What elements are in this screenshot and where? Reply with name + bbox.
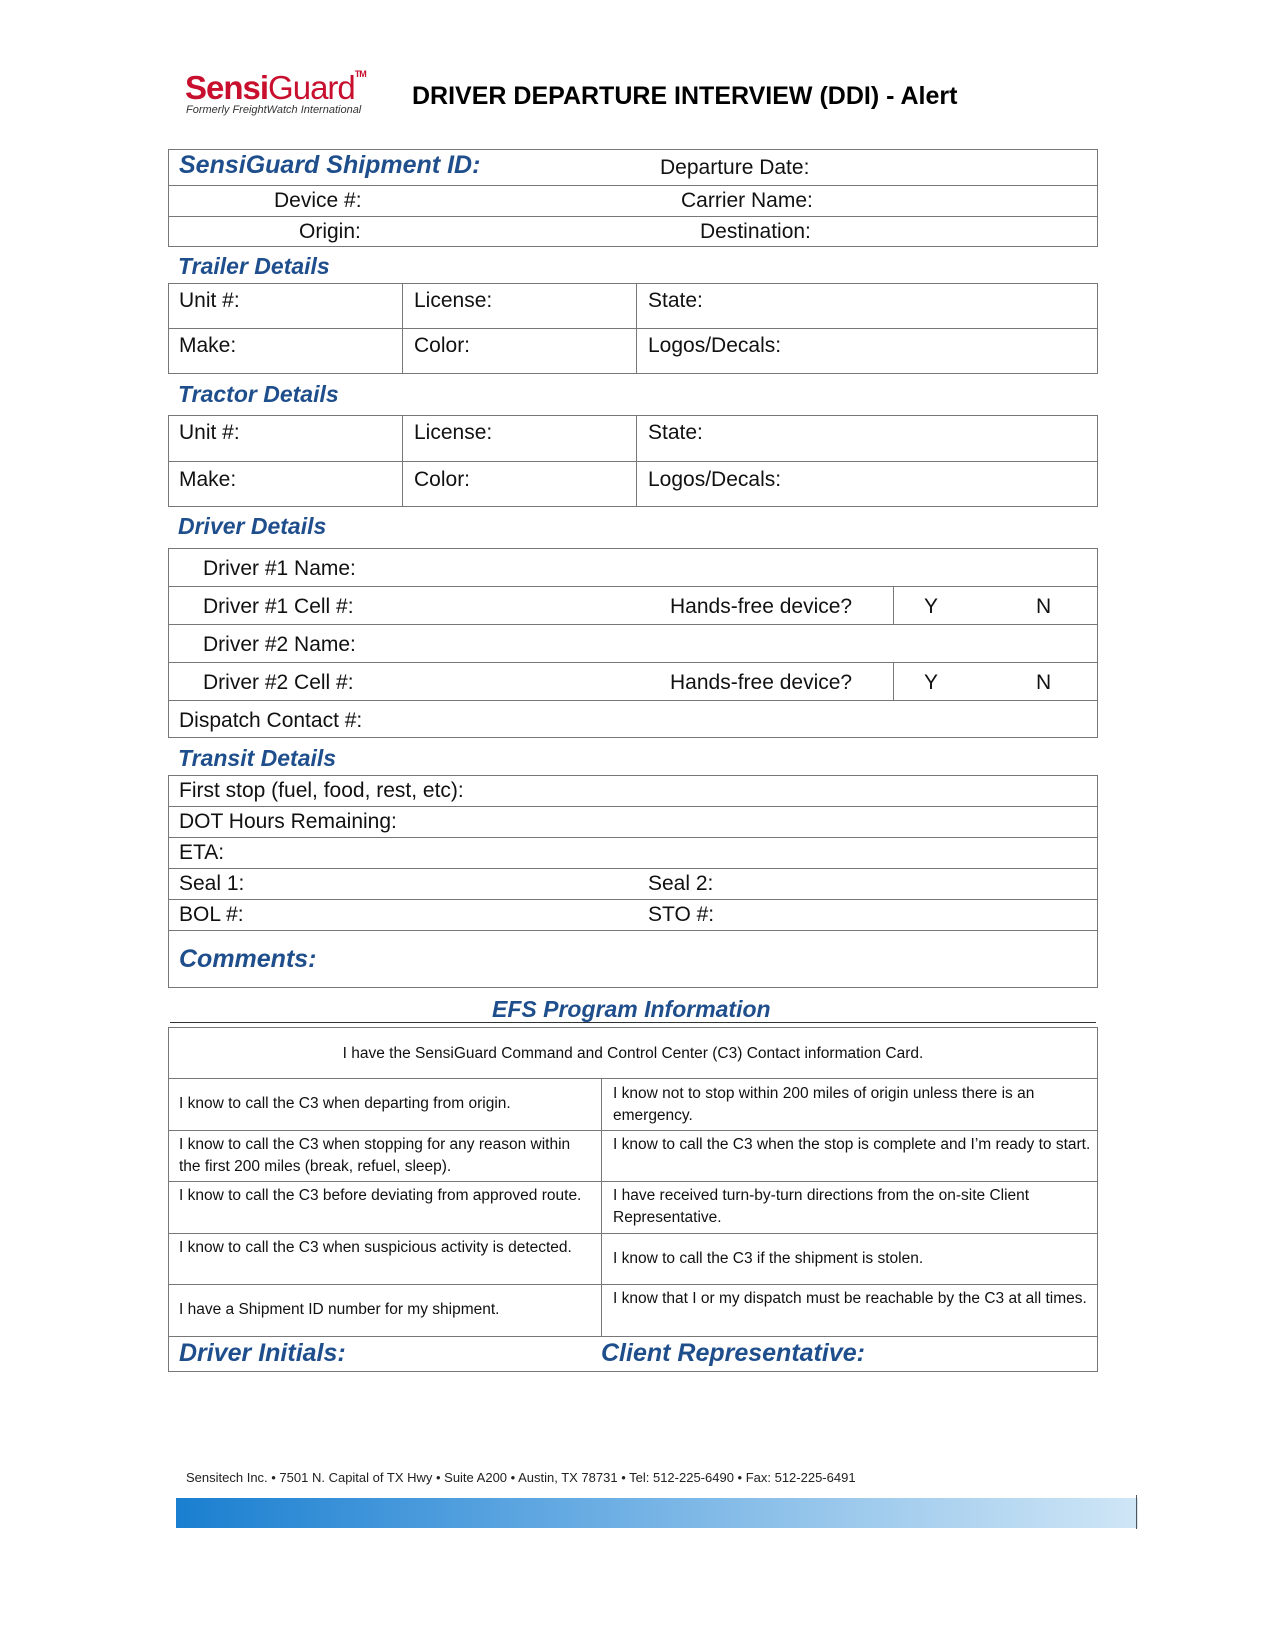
driver1-no-option: N xyxy=(1036,595,1052,618)
trailer-license-label: License: xyxy=(414,289,493,312)
destination-label: Destination: xyxy=(700,220,811,243)
device-label: Device #: xyxy=(274,189,362,212)
efs-left-statement: I know to call the C3 when suspicious activity is detected. xyxy=(179,1239,572,1256)
seal1-label: Seal 1: xyxy=(179,872,245,895)
driver1-cell-label: Driver #1 Cell #: xyxy=(203,595,354,618)
efs-right-statement: I know to call the C3 when the stop is complete and I’m ready to start. xyxy=(613,1136,1091,1153)
trailer-details-heading: Trailer Details xyxy=(178,253,330,279)
dispatch-contact-label: Dispatch Contact #: xyxy=(179,709,363,732)
efs-left-statement: I have a Shipment ID number for my shipment. xyxy=(179,1301,500,1318)
driver2-no-option: N xyxy=(1036,671,1052,694)
tractor-color-label: Color: xyxy=(414,468,471,491)
efs-right-statement: I know that I or my dispatch must be reachable by the C3 at all times. xyxy=(613,1290,1087,1307)
efs-right-statement: I know not to stop within 200 miles of origin unless there is an emergency. xyxy=(613,1085,1035,1124)
driver1-hands-free-label: Hands-free device? xyxy=(670,595,853,618)
bol-label: BOL #: xyxy=(179,903,244,926)
comments-label: Comments: xyxy=(179,945,317,973)
driver2-yes-option: Y xyxy=(924,671,939,694)
efs-heading: EFS Program Information xyxy=(492,996,771,1022)
driver1-yes-option: Y xyxy=(924,595,939,618)
carrier-name-label: Carrier Name: xyxy=(681,189,813,212)
driver-initials-label: Driver Initials: xyxy=(179,1339,346,1367)
eta-label: ETA: xyxy=(179,841,225,864)
efs-left-statement: I know to call the C3 before deviating from approved route. xyxy=(179,1187,582,1204)
tractor-license-label: License: xyxy=(414,421,493,444)
trailer-state-label: State: xyxy=(648,289,703,312)
sto-label: STO #: xyxy=(648,903,715,926)
driver-details-heading: Driver Details xyxy=(178,513,327,539)
trailer-make-label: Make: xyxy=(179,334,237,357)
tractor-unit-label: Unit #: xyxy=(179,421,240,444)
logo-subtitle: Formerly FreightWatch International xyxy=(186,104,362,116)
client-representative-label: Client Representative: xyxy=(601,1339,865,1367)
company-logo: SensiGuard™ xyxy=(185,69,366,106)
efs-right-statement: I know to call the C3 if the shipment is stolen. xyxy=(613,1250,924,1267)
efs-left-statement: I know to call the C3 when departing from origin. xyxy=(179,1095,511,1112)
tractor-logos-label: Logos/Decals: xyxy=(648,468,782,491)
shipment-id-label: SensiGuard Shipment ID: xyxy=(179,151,481,179)
driver2-cell-label: Driver #2 Cell #: xyxy=(203,671,354,694)
footer-address: Sensitech Inc. • 7501 N. Capital of TX Hwy • Suite A200 • Austin, TX 78731 • Tel: 512-225-6490 • Fax: 512-225-6491 xyxy=(186,1470,856,1485)
footer-gradient-bar xyxy=(176,1498,1138,1528)
origin-label: Origin: xyxy=(299,220,361,243)
efs-card-statement: I have the SensiGuard Command and Control Center (C3) Contact information Card. xyxy=(342,1045,924,1062)
transit-details-heading: Transit Details xyxy=(178,745,337,771)
page-title: DRIVER DEPARTURE INTERVIEW (DDI) - Alert xyxy=(412,82,958,110)
tractor-state-label: State: xyxy=(648,421,703,444)
first-stop-label: First stop (fuel, food, rest, etc): xyxy=(179,779,464,802)
seal2-label: Seal 2: xyxy=(648,872,714,895)
tractor-details-heading: Tractor Details xyxy=(178,381,339,407)
driver2-hands-free-label: Hands-free device? xyxy=(670,671,853,694)
driver2-name-label: Driver #2 Name: xyxy=(203,633,356,656)
trailer-logos-label: Logos/Decals: xyxy=(648,334,782,357)
efs-right-statement: I have received turn-by-turn directions from the on-site Client Representative. xyxy=(613,1187,1030,1226)
departure-date-label: Departure Date: xyxy=(660,156,810,179)
dot-hours-label: DOT Hours Remaining: xyxy=(179,810,397,833)
tractor-make-label: Make: xyxy=(179,468,237,491)
trailer-unit-label: Unit #: xyxy=(179,289,240,312)
trailer-color-label: Color: xyxy=(414,334,471,357)
efs-left-statement: I know to call the C3 when stopping for any reason within the first 200 miles (break, refuel, sleep). xyxy=(179,1136,571,1175)
driver1-name-label: Driver #1 Name: xyxy=(203,557,356,580)
